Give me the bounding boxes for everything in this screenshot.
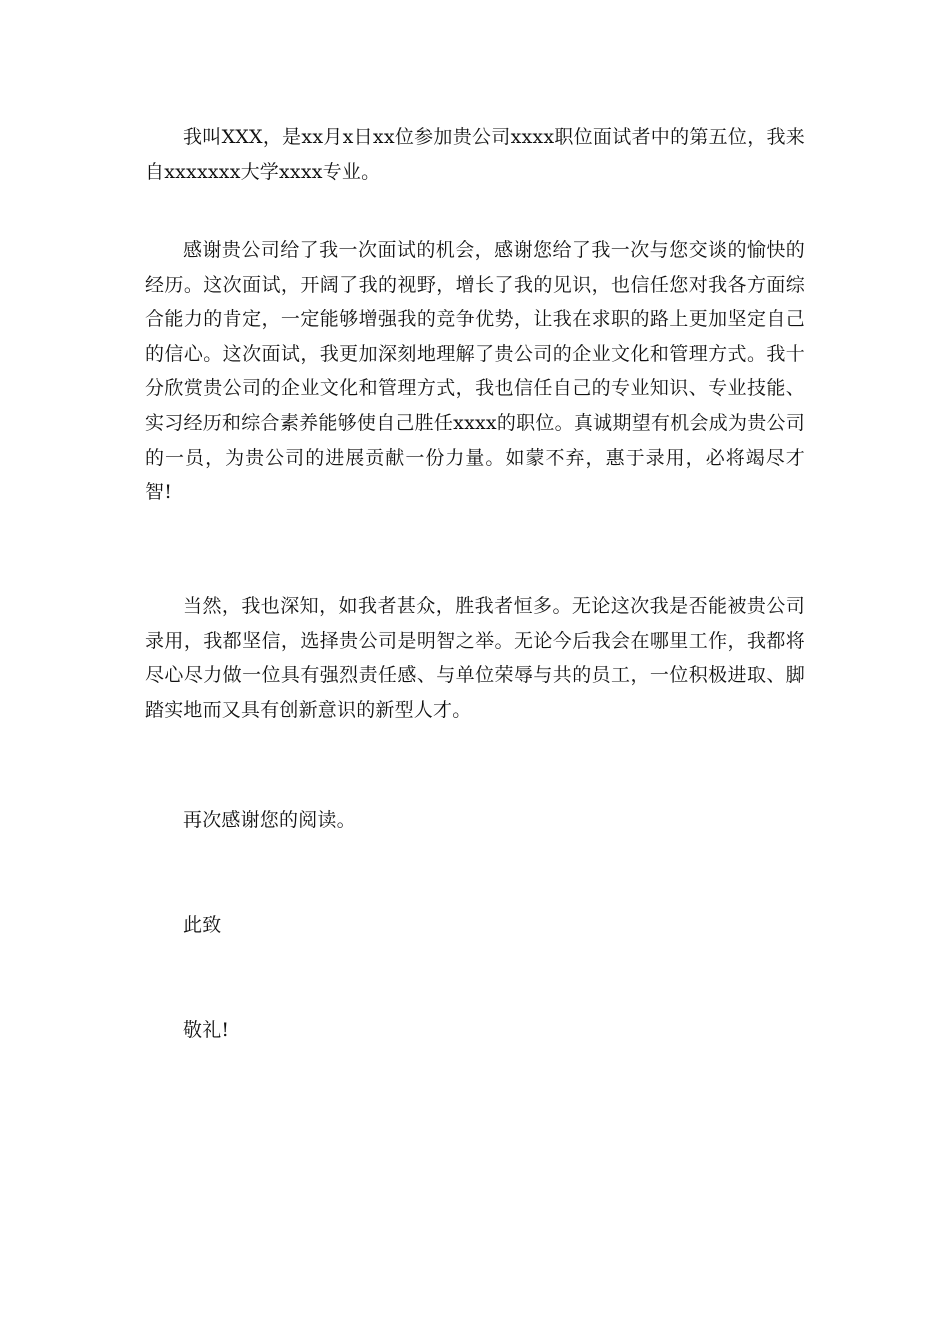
salutation-cizhi: 此致: [183, 914, 222, 936]
salutation-jingli: 敬礼!: [183, 1019, 230, 1041]
paragraph-intro: 我叫XXX，是xx月x日xx位参加贵公司xxxx职位面试者中的第五位，我来自xxxxxxx大学xxxx专业。: [145, 126, 805, 183]
paragraph-closing-thanks: 再次感谢您的阅读。: [183, 809, 356, 831]
paragraph-commitment: 当然，我也深知，如我者甚众，胜我者恒多。无论这次我是否能被贵公司录用，我都坚信，选择贵公司是明智之举。无论今后我会在哪里工作，我都将尽心尽力做一位具有强烈责任感、与单位荣辱与共的员工，一位积极进取、脚踏实地而又具有创新意识的新型人才。: [145, 595, 805, 721]
paragraph-thanks: 感谢贵公司给了我一次面试的机会，感谢您给了我一次与您交谈的愉快的经历。这次面试，开阔了我的视野，增长了我的见识，也信任您对我各方面综合能力的肯定，一定能够增强我的竞争优势，让我在求职的路上更加坚定自己的信心。这次面试，我更加深刻地理解了贵公司的企业文化和管理方式。我十分欣赏贵公司的企业文化和管理方式，我也信任自己的专业知识、专业技能、实习经历和综合素养能够使自己胜任xxxx的职位。真诚期望有机会成为贵公司的一员，为贵公司的进展贡献一份力量。如蒙不弃，惠于录用，必将竭尽才智!: [145, 239, 805, 504]
